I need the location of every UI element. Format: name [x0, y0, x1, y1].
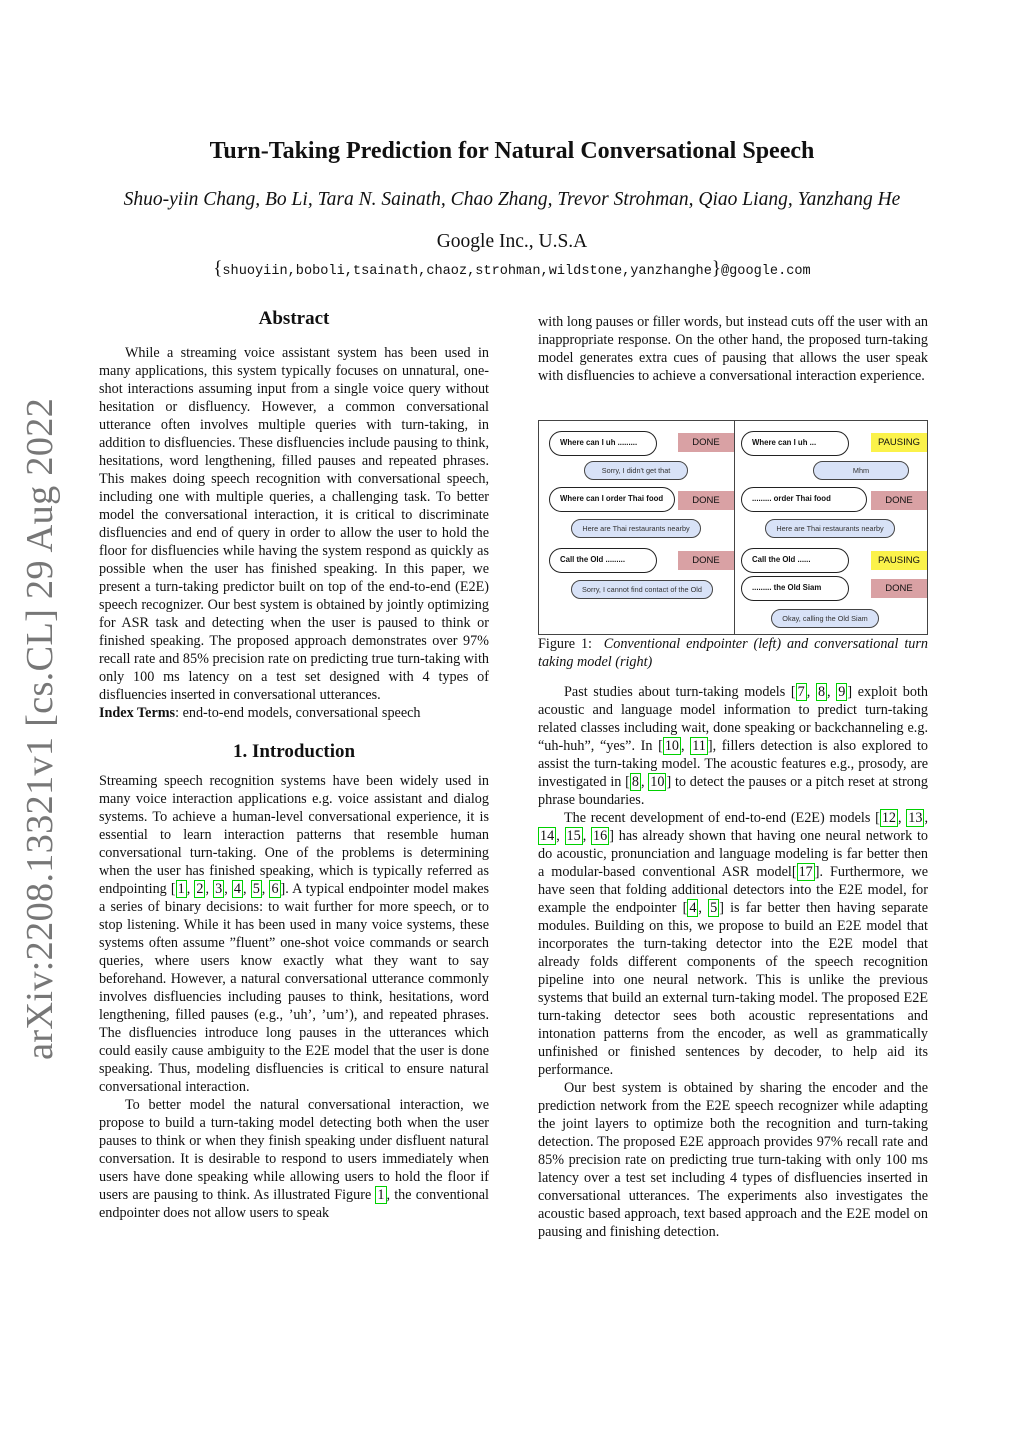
citation-link[interactable]: 8	[631, 774, 639, 790]
figure-1	[538, 420, 928, 635]
intro-paragraph-1: Streaming speech recognition systems have been widely used in many voice interaction applications e.g. voice assistant and dialog systems. To achieve a human-level conversational experience, it is essential to learn interaction patterns that resemble human conversational turn-taking. One of the problems is determining when the user has finished speaking, which is typically referred as endpointing [ 1 , 2 , 3 , 4 , 5 , 6 ]. A typical endpointer model makes a series of binary decisions: to wait further for more speech, or to stop listening. While it has been used in many voice systems, these systems often assume ”fluent” one-shot voice commands or search queries, where users know exactly what they want to say beforehand. However, a natural conversational utterance commonly involves disfluencies including pauses to think, hesitations, word lengthening, filled pauses (e.g., ’uh’, ’um’), and repeated phrases. The disfluencies introduce long pauses in the utterances which could easily cause ambiguity to the E2E model that the user is done speaking. Thus, modeling disfluencies is critical to ensure natural conversational interaction.	[99, 773, 490, 1095]
citation-link[interactable]: 7	[797, 684, 805, 700]
user-utterance: Call the Old .........	[549, 548, 657, 573]
done-label: DONE	[871, 579, 927, 598]
e2e-paragraph: The recent development of end-to-end (E2E) models [ 12 , 13 , 14 , 15 , 16 ] has already shown that having one neural network to do acoustic, pronunciation and language modeling is far better then a modular-based conventional ASR model[ 17 ]. Furthermore, we have seen that folding additional detectors into the E2E model, for example the endpointer [ 4 , 5 ] is far better then having separate modules. Building on this, we propose to build an E2E model that incorporates the turn-taking detector into the E2E model that already folds different components of the speech recognition pipeline into one neural network. This is unlike the previous systems that build an external turn-taking model. The proposed E2E turn-taking detector sees both acoustic representations and intonation patterns from the encoder, as well as grammatically unfinished or finished sentences by decoder, to help aid its performance.	[538, 810, 929, 1078]
affiliation: Google Inc., U.S.A	[436, 231, 588, 252]
user-utterance: Where can I uh .........	[549, 431, 657, 456]
paper-title: Turn-Taking Prediction for Natural Conversational Speech	[209, 138, 815, 164]
citation-link[interactable]: 8	[817, 684, 826, 700]
user-utterance: ......... the Old Siam	[741, 576, 849, 601]
assistant-response: Sorry, I cannot find contact of the Old	[571, 580, 713, 599]
citation-link[interactable]: 10	[664, 738, 680, 754]
intro-paragraph-2	[99, 1096, 489, 1222]
pausing-label: PAUSING	[871, 551, 927, 570]
citation-link[interactable]: 9	[838, 684, 846, 700]
intro-heading: 1. Introduction	[232, 741, 356, 762]
e2e-text-b: ] has already shown that having one neural network to do acoustic, pronunciation and language modeling is far better then a modular-based conventional ASR model[	[538, 828, 929, 880]
related-text-b: ] exploit both acoustic and language model information to predict turn-taking related classes including wait, done speaking or backchanneling e.g. “uh-huh”, “yes”. In [	[538, 684, 929, 754]
assistant-response: Here are Thai restaurants nearby	[765, 519, 895, 538]
author-list: Shuo-yiin Chang, Bo Li, Tara N. Sainath, Chao Zhang, Trevor Strohman, Qiao Liang, Yanzhang He	[123, 189, 901, 210]
citation-link[interactable]: 17	[798, 864, 813, 880]
citation-link[interactable]: 5	[252, 881, 260, 897]
citation-link[interactable]: 5	[710, 900, 718, 916]
citation-link[interactable]: 15	[566, 828, 581, 844]
arxiv-identifier: arXiv:2208.13321v1 [cs.CL] 29 Aug 2022	[19, 397, 61, 1060]
citation-link[interactable]: 14	[540, 828, 555, 844]
author-emails: {shuoyiin,boboli,tsainath,chaoz,strohman,wildstone,yanzhanghe}@google.com	[213, 258, 811, 279]
caption-text: Conventional endpointer (left) and conversational turn taking model (right)	[538, 636, 929, 670]
citation-link[interactable]: 12	[881, 810, 897, 826]
index-terms	[99, 704, 489, 722]
user-utterance: Where can I order Thai food	[549, 487, 675, 512]
intro-p1-text-a: Streaming speech recognition systems have been widely used in many voice interaction applications e.g. voice assistant and dialog systems. To achieve a human-level conversational experience, it is essential to learn interaction patterns that resemble human conversational turn-taking. One of the problems is determining when the user has finished speaking, which is typically referred as endpointing [	[99, 773, 489, 897]
e2e-text-a: The recent development of end-to-end (E2E) models [	[564, 810, 880, 826]
best-system-paragraph: Our best system is obtained by sharing the encoder and the prediction network from the E2E speech recognizer while adapting the joint layers to optimize both the recognition and turn-taking detection. The proposed E2E approach provides 97% recall rate and 85% precision rate on predicting true turn-taking with only 100 ms latency over a test set including 4 types of disfluencies inserted in conversational utterances. The experiments also investigates the acoustic based approach, text based approach and the E2E model on pausing and finishing detection.	[538, 1080, 928, 1240]
figure-1-caption	[538, 635, 928, 671]
done-label: DONE	[871, 491, 927, 510]
figure-divider	[734, 421, 735, 634]
citation-link[interactable]: 4	[689, 900, 697, 916]
index-terms-text: : end-to-end models, conversational speech	[175, 705, 421, 721]
caption-label: Figure 1:	[538, 636, 592, 652]
intro-p2-text-b: , the conventional endpointer does not allow users to speak	[99, 1187, 489, 1221]
related-text-d: ] to detect the pauses or a pitch reset at strong phrase boundaries.	[538, 774, 928, 808]
figure-ref-link[interactable]: 1	[377, 1187, 385, 1203]
related-work-paragraph: Past studies about turn-taking models [ 7 , 8 , 9 ] exploit both acoustic and language model information to predict turn-taking related classes including wait, done speaking or backchanneling e.g. “uh-huh”, “yes”. In [ 10 , 11 ], fillers detection is also explored to assist the turn-taking model. The acoustic features e.g., prosody, are investigated in [ 8 , 10 ] to detect the pauses or a pitch reset at strong phrase boundaries.	[538, 684, 929, 808]
email-usernames: shuoyiin,boboli,tsainath,chaoz,strohman,wildstone,yanzhanghe	[222, 264, 712, 279]
intro-p1-text-b: ]. A typical endpointer model makes a series of binary decisions: to wait further for more speech, or to stop listening. While it has been used in many voice systems, these systems often assume ”fluent” one-shot voice commands or search queries, where users know exactly what they want to say beforehand. However, a natural conversational utterance commonly involves disfluencies including pauses to think, hesitations, word lengthening, filled pauses (e.g., ’uh’, ’um’), and repeated phrases. The disfluencies introduce long pauses in the utterances which could easily cause ambiguity to the E2E model that the user is done speaking. Thus, modeling disfluencies is critical to ensure natural conversational interaction.	[99, 881, 490, 1095]
citation-link[interactable]: 16	[593, 828, 608, 844]
assistant-response: Here are Thai restaurants nearby	[571, 519, 701, 538]
citation-link[interactable]: 13	[908, 810, 923, 826]
citation-link[interactable]: 4	[233, 881, 242, 897]
e2e-text-c: ]. Furthermore, we have seen that folding additional detectors into the E2E model, for example the endpointer [	[538, 864, 929, 916]
citation-link[interactable]: 2	[196, 881, 204, 897]
assistant-response: Mhm	[813, 461, 909, 480]
user-utterance: Call the Old ......	[741, 548, 849, 573]
done-label: DONE	[678, 433, 734, 452]
assistant-response: Okay, calling the Old Siam	[771, 609, 879, 628]
citation-link[interactable]: 11	[692, 738, 706, 754]
citation-link[interactable]: 10	[650, 774, 665, 790]
related-text-a: Past studies about turn-taking models [	[564, 684, 796, 700]
pausing-label: PAUSING	[871, 433, 927, 452]
intro-p2-text-a: To better model the natural conversational interaction, we propose to build a turn-taking model detecting both when the user pauses to think or when they finish speaking under disfluent natural conversation. It is desirable to respond to users immediately when users have done speaking while allowing users to hold the floor if users are pausing to think. As illustrated Figure	[99, 1097, 489, 1203]
right-column	[538, 313, 928, 1241]
index-terms-label: Index Terms	[99, 705, 176, 721]
related-text-c: ], fillers detection is also explored to assist the turn-taking model. The acoustic features e.g., prosody, are investigated in [	[538, 738, 929, 790]
left-column	[99, 308, 489, 1222]
intro-paragraph-2-continued: with long pauses or filler words, but instead cuts off the user with an inappropriate response. On the other hand, the proposed turn-taking model generates extra cues of pausing that allows the user speak with disfluencies to achieve a conversational interaction experience.	[538, 314, 928, 384]
email-domain: @google.com	[720, 264, 811, 279]
done-label: DONE	[678, 551, 734, 570]
user-utterance: Where can I uh ...	[741, 431, 849, 456]
citation-link[interactable]: 3	[215, 881, 223, 897]
abstract-heading: Abstract	[258, 308, 330, 329]
user-utterance: ......... order Thai food	[741, 487, 867, 512]
done-label: DONE	[678, 491, 734, 510]
citation-link[interactable]: 1	[177, 881, 185, 897]
citation-link[interactable]: 6	[271, 881, 279, 897]
e2e-text-d: ] is far better then having separate modules. Building on this, we propose to build an E2E model that incorporates the turn-taking detector into the E2E model that already folds different components of the speech recognition pipeline into one neural network. This is unlike the previous systems that build an external turn-taking model. The proposed E2E turn-taking detector sees both acoustic representations and intonation patterns from the encoder, as well as grammatically unfinished or finished sentences by decoder, to help aid its performance.	[538, 900, 928, 1078]
abstract-text: While a streaming voice assistant system has been used in many applications, this system typically focuses on unnatural, one-shot interactions assuming input from a single voice query without hesitation or disfluency. However, a common conversational utterance often involves multiple queries with turn-taking, in addition to disfluencies. These disfluencies include pausing to think, hesitations, word lengthening, filled pauses and repeated phrases. This makes doing speech recognition with conversational speech, including one with multiple queries, a challenging task. To better model the conversational interaction, it is critical to discriminate disfluencies and end of query in order to allow the user to hold the floor for disfluencies while having the system respond as quickly as possible when the user has finished speaking. In this paper, we present a turn-taking predictor built on top of the end-to-end (E2E) speech recognizer. Our best system is obtained by jointly optimizing for ASR task and detecting when the user is paused to think or finished speaking. The proposed approach demonstrates over 97% recall rate and 85% precision rate on predicting true turn-taking with only 100 ms latency on a test set designed with 4 types of disfluencies inserted in conversational utterances.	[99, 345, 490, 703]
assistant-response: Sorry, I didn't get that	[584, 461, 688, 480]
